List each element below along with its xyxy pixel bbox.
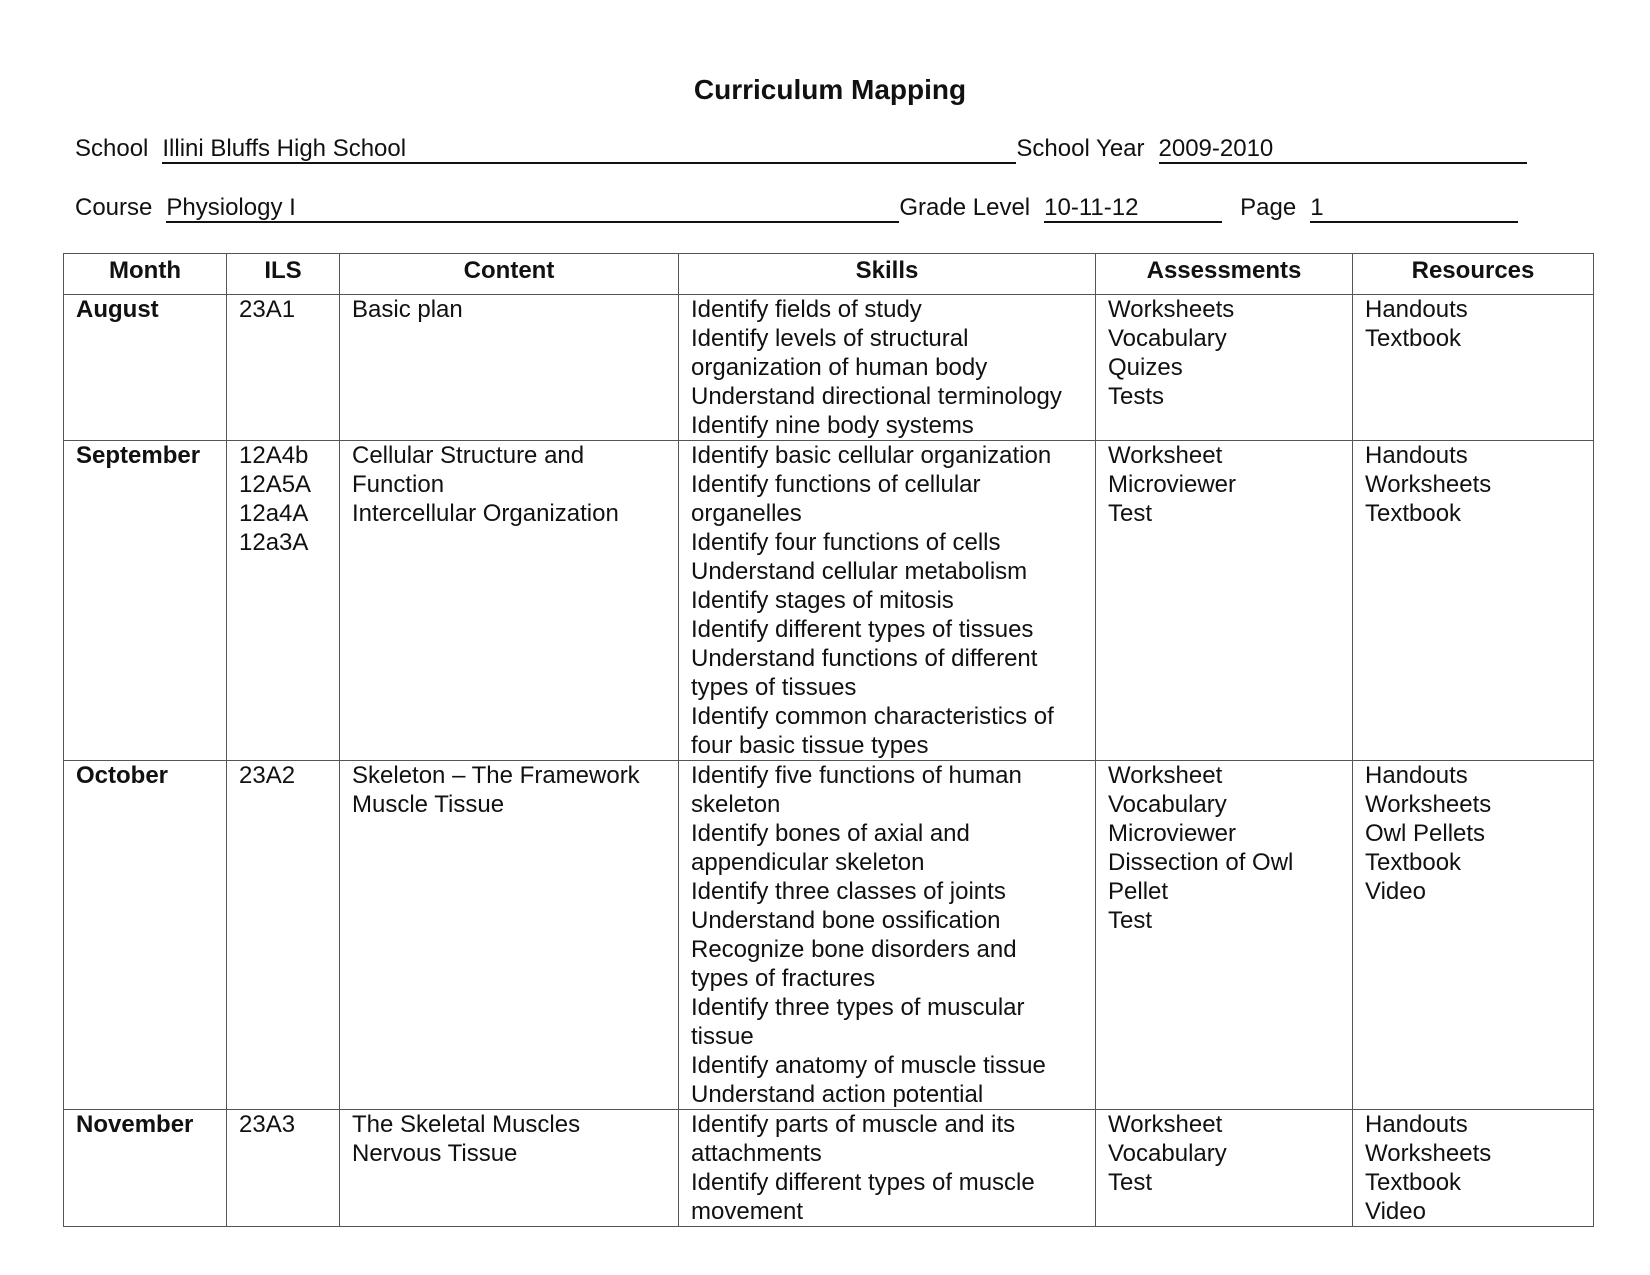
skills-cell [679,441,1096,761]
content-line: Nervous Tissue [352,1140,518,1167]
assessments-line: Worksheet [1108,762,1223,789]
resources-line: Handouts [1365,296,1468,323]
skills-line: movement [691,1198,804,1225]
assessments-line: Microviewer [1108,820,1237,847]
skills-line: Identify anatomy of muscle tissue [691,1052,1046,1079]
skills-line: four basic tissue types [691,732,929,759]
content-line: Cellular Structure and [352,442,585,469]
grade-level-value: 10-11-12 [1044,195,1222,223]
content-line: Skeleton – The Framework [352,762,640,789]
school-year-value: 2009-2010 [1159,136,1527,164]
skills-cell [679,295,1096,441]
skills-line: attachments [691,1140,822,1167]
skills-line: organelles [691,500,802,527]
ils-line: 12a4A [239,500,309,527]
table-row [64,441,1594,761]
skills-line: Identify functions of cellular [691,471,981,498]
resources-line: Handouts [1365,442,1468,469]
month-cell: September [64,441,227,761]
ils-cell [227,295,340,441]
skills-line: Understand cellular metabolism [691,558,1028,585]
table-row [64,295,1594,441]
column-header-month: Month [64,254,227,295]
resources-line: Worksheets [1365,471,1492,498]
ils-line: 23A1 [239,296,296,323]
column-header-skills: Skills [679,254,1096,295]
school-value: Illini Bluffs High School [162,136,1016,164]
assessments-line: Dissection of Owl [1108,849,1294,876]
skills-line: appendicular skeleton [691,849,925,876]
resources-line: Video [1365,878,1426,905]
assessments-line: Test [1108,1169,1153,1196]
resources-cell [1353,441,1594,761]
skills-line: Identify bones of axial and [691,820,970,847]
content-cell [340,295,679,441]
assessments-line: Worksheet [1108,1111,1223,1138]
grade-level-label: Grade Level [899,194,1031,221]
assessments-cell [1096,761,1353,1110]
assessments-line: Microviewer [1108,471,1237,498]
skills-line: Understand functions of different [691,645,1038,672]
skills-line: Identify parts of muscle and its [691,1111,1016,1138]
ils-cell [227,761,340,1110]
resources-line: Video [1365,1198,1426,1225]
school-label: School [75,135,149,162]
resources-line: Textbook [1365,325,1462,352]
skills-line: types of tissues [691,674,857,701]
ils-cell [227,441,340,761]
month-cell: October [64,761,227,1110]
column-header-content: Content [340,254,679,295]
content-cell [340,441,679,761]
column-header-assessments: Assessments [1096,254,1353,295]
content-line: Basic plan [352,296,463,323]
ils-line: 12A5A [239,471,312,498]
column-header-ils: ILS [227,254,340,295]
resources-line: Handouts [1365,762,1468,789]
ils-line: 12A4b [239,442,309,469]
ils-cell [227,1110,340,1227]
content-line: Function [352,471,445,498]
resources-line: Owl Pellets [1365,820,1486,847]
school-line [75,135,1527,167]
content-line: Muscle Tissue [352,791,505,818]
assessments-cell [1096,441,1353,761]
skills-line: Identify nine body systems [691,412,974,439]
ils-line: 23A2 [239,762,296,789]
skills-line: Identify stages of mitosis [691,587,954,614]
skills-line: Identify common characteristics of [691,703,1054,730]
resources-line: Handouts [1365,1111,1468,1138]
course-value: Physiology I [166,195,899,223]
skills-line: Recognize bone disorders and [691,936,1017,963]
skills-line: Understand action potential [691,1081,984,1108]
skills-cell [679,1110,1096,1227]
assessments-line: Vocabulary [1108,791,1227,818]
skills-line: Identify three classes of joints [691,878,1006,905]
resources-line: Worksheets [1365,1140,1492,1167]
skills-line: Identify five functions of human [691,762,1022,789]
assessments-line: Tests [1108,383,1165,410]
content-cell [340,761,679,1110]
content-line: Intercellular Organization [352,500,619,527]
skills-line: Understand directional terminology [691,383,1062,410]
assessments-cell [1096,1110,1353,1227]
page-label: Page [1240,194,1297,221]
page-title: Curriculum Mapping [693,74,967,105]
resources-cell [1353,761,1594,1110]
skills-line: Identify four functions of cells [691,529,1001,556]
ils-line: 12a3A [239,529,309,556]
course-line [75,194,1518,226]
resources-line: Textbook [1365,500,1462,527]
skills-line: Identify different types of muscle [691,1169,1035,1196]
column-header-resources: Resources [1353,254,1594,295]
skills-line: Identify three types of muscular [691,994,1025,1021]
table-header-row [64,254,1594,295]
skills-line: tissue [691,1023,754,1050]
skills-line: Understand bone ossification [691,907,1001,934]
assessments-line: Test [1108,500,1153,527]
course-label: Course [75,194,153,221]
skills-line: organization of human body [691,354,988,381]
content-cell [340,1110,679,1227]
skills-line: skeleton [691,791,781,818]
ils-line: 23A3 [239,1111,296,1138]
content-line: The Skeletal Muscles [352,1111,581,1138]
page-number-value: 1 [1310,195,1518,223]
assessments-line: Test [1108,907,1153,934]
assessments-line: Quizes [1108,354,1183,381]
table-row [64,1110,1594,1227]
curriculum-table [63,253,1594,1227]
assessments-line: Vocabulary [1108,325,1227,352]
assessments-line: Pellet [1108,878,1169,905]
school-year-label: School Year [1016,135,1145,162]
resources-cell [1353,1110,1594,1227]
month-cell: August [64,295,227,441]
assessments-line: Worksheet [1108,442,1223,469]
skills-cell [679,761,1096,1110]
resources-line: Textbook [1365,1169,1462,1196]
resources-cell [1353,295,1594,441]
skills-line: Identify fields of study [691,296,922,323]
resources-line: Worksheets [1365,791,1492,818]
assessments-line: Worksheets [1108,296,1235,323]
skills-line: Identify levels of structural [691,325,969,352]
month-cell: November [64,1110,227,1227]
resources-line: Textbook [1365,849,1462,876]
table-row [64,761,1594,1110]
assessments-line: Vocabulary [1108,1140,1227,1167]
assessments-cell [1096,295,1353,441]
skills-line: Identify different types of tissues [691,616,1034,643]
skills-line: types of fractures [691,965,876,992]
skills-line: Identify basic cellular organization [691,442,1052,469]
